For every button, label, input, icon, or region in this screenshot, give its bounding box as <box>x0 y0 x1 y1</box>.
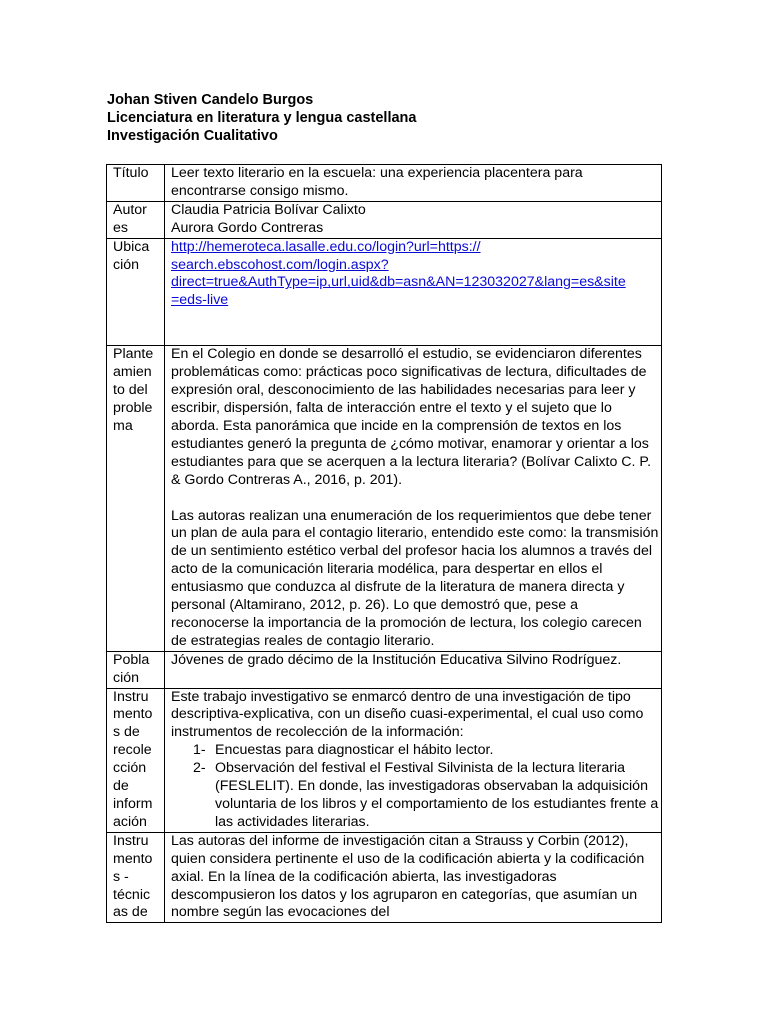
label-line: Plante <box>113 346 154 363</box>
label-line: s - <box>113 868 129 885</box>
label-line: Instru <box>113 688 149 705</box>
label-poblacion <box>107 651 165 688</box>
source-link[interactable]: search.ebscohost.com/login.aspx? <box>171 256 389 273</box>
label-line: Instru <box>113 832 149 849</box>
label-tecnicas <box>107 832 165 923</box>
label-line: to del <box>113 382 148 399</box>
label-line: es <box>113 219 128 236</box>
label-line: ma <box>113 417 133 434</box>
planteamiento-paragraph-2: Las autoras realizan una enumeración de los requerimientos que debe tener un plan de aula para el contagio literario, entendido este como: la transmisión de un sentimiento estético verbal del profesor hacia los alumnos a través del acto de la comunicación literaria modélica, para despertar en ellos el entusiasmo que conduzca al disfrute de la literatura de manera directa y personal (Altamirano, 2012, p. 26). Lo que demostró que, pese a reconocerse la importancia de la promoción de lectura, los colegio carecen de estrategias reales de contagio literario. <box>171 507 659 649</box>
source-link[interactable]: http://hemeroteca.lasalle.edu.co/login?url=https:// <box>171 238 481 255</box>
course-name: Investigación Cualitativo <box>107 128 278 144</box>
label-instrumentos <box>107 688 165 832</box>
label-line: ación <box>113 813 147 830</box>
label-planteamiento <box>107 346 165 652</box>
planteamiento-paragraph-1: En el Colegio en donde se desarrolló el estudio, se evidenciaron diferentes problemáticas como: prácticas poco significativas de lectura, dificultades de expresión oral, desconocimiento de las habilidades necesarias para leer y escribir, dispersión, falta de interacción entre el texto y el sujeto que lo aborda. Esta panorámica que incide en la comprensión de textos en los estudiantes generó la pregunta de ¿cómo motivar, enamorar y orientar a los estudiantes para que se acerquen a la lectura literaria? (Bolívar Calixto C. P. & Gordo Contreras A., 2016, p. 201). <box>171 346 652 488</box>
value-ubicacion <box>165 238 662 346</box>
label-titulo <box>107 165 165 202</box>
source-link[interactable]: direct=true&AuthType=ip,url,uid&db=asn&AN=123032027&lang=es&site <box>171 274 626 291</box>
value-planteamiento <box>165 346 662 652</box>
source-link[interactable]: =eds-live <box>171 292 229 309</box>
row-poblacion <box>107 651 662 688</box>
label-line: recole <box>113 742 152 759</box>
label-line: as de <box>113 904 148 921</box>
label-autores <box>107 201 165 238</box>
document-header <box>107 91 416 145</box>
author-2: Aurora Gordo Contreras <box>171 219 324 236</box>
author-name: Johan Stiven Candelo Burgos <box>107 92 314 108</box>
row-titulo <box>107 165 662 202</box>
list-number: 2- <box>193 760 206 777</box>
label-line: cción <box>113 760 147 777</box>
list-item <box>171 760 659 832</box>
value-titulo: Leer texto literario en la escuela: una experiencia placentera para encontrarse consigo mismo. <box>165 165 662 202</box>
label-ubicacion <box>107 238 165 346</box>
research-summary-table <box>106 164 662 923</box>
paragraph-gap <box>171 490 659 508</box>
label-line: Título <box>113 165 149 181</box>
label-line: amien <box>113 364 152 381</box>
value-poblacion: Jóvenes de grado décimo de la Institución Educativa Silvino Rodríguez. <box>165 651 662 688</box>
value-autores <box>165 201 662 238</box>
row-instrumentos <box>107 688 662 832</box>
list-text: Encuestas para diagnosticar el hábito lector. <box>215 742 494 759</box>
label-line: inform <box>113 796 153 812</box>
instrumentos-intro: Este trabajo investigativo se enmarcó dentro de una investigación de tipo descriptiva-explicativa, con un diseño cuasi-experimental, el cual uso como instrumentos de recolección de la información: <box>171 688 644 741</box>
label-line: Pobla <box>113 651 150 668</box>
row-autores <box>107 201 662 238</box>
list-text: Observación del festival el Festival Silvinista de la lectura literaria (FESLELIT). En donde, las investigadoras observaban la adquisición voluntaria de los libros y el comportamiento de los estudiantes frente a las actividades literarias. <box>215 760 659 830</box>
label-line: proble <box>113 399 153 416</box>
label-line: ción <box>113 256 140 273</box>
label-line: de <box>113 778 129 795</box>
author-1: Claudia Patricia Bolívar Calixto <box>171 201 366 218</box>
label-line: mento <box>113 850 153 867</box>
value-instrumentos <box>165 688 662 832</box>
list-number: 1- <box>193 742 206 759</box>
value-tecnicas: Las autoras del informe de investigación citan a Strauss y Corbin (2012), quien considera pertinente el uso de la codificación abierta y la codificación axial. En la línea de la codificación abierta, las investigadoras descompusieron los datos y los agruparon en categorías, que asumían un nombre según las evocaciones del <box>165 832 662 923</box>
program-name: Licenciatura en literatura y lengua castellana <box>107 110 417 126</box>
list-item <box>171 742 659 760</box>
row-tecnicas <box>107 832 662 923</box>
label-line: Autor <box>113 201 147 218</box>
label-line: mento <box>113 706 153 723</box>
row-planteamiento <box>107 346 662 652</box>
label-line: técnic <box>113 886 151 903</box>
label-line: ción <box>113 669 140 686</box>
row-ubicacion <box>107 238 662 346</box>
instrument-list <box>171 742 659 832</box>
label-line: s de <box>113 724 140 741</box>
label-line: Ubica <box>113 238 150 255</box>
